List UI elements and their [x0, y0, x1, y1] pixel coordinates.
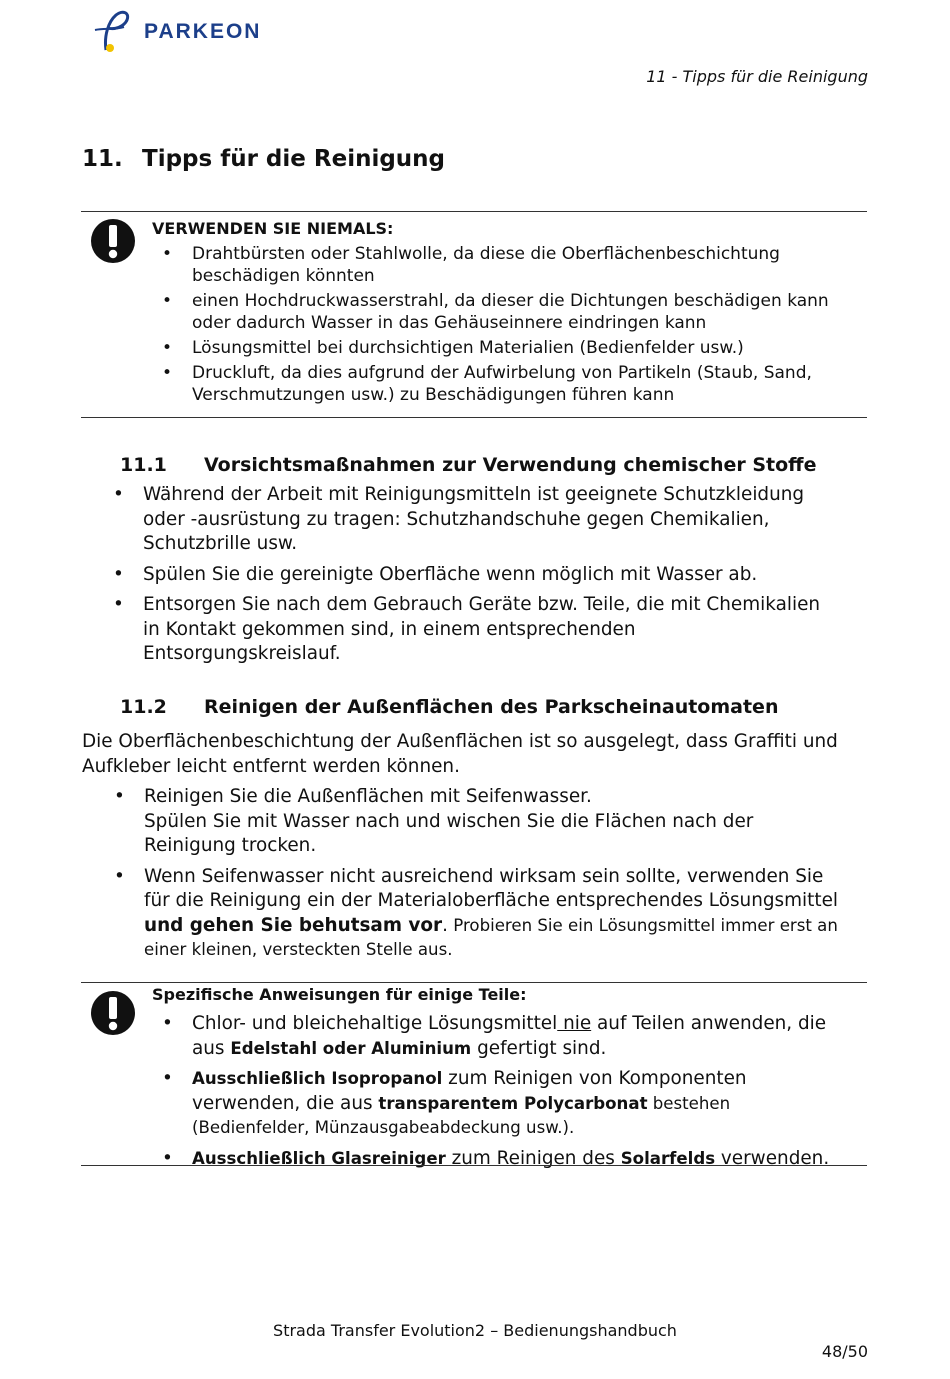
section-2-list — [144, 785, 844, 969]
item-line: Spülen Sie mit Wasser nach und wischen Sie die Flächen nach der Reinigung trocken. — [144, 810, 754, 856]
item-bold: Ausschließlich Glasreiniger — [192, 1148, 446, 1168]
section-title: Reinigen der Außenflächen des Parkscheinautomaten — [204, 696, 779, 718]
item-bold: Solarfelds — [620, 1148, 716, 1168]
box-2-bottom-rule — [81, 1165, 867, 1166]
item-text: bestehen (Bedienfelder, Münzausgabeabdeckung usw.). — [192, 1093, 731, 1137]
list-item: • Drahtbürsten oder Stahlwolle, da diese die Oberflächenbeschichtung beschädigen könnten — [192, 243, 872, 287]
list-item — [192, 1147, 832, 1172]
list-item: • Während der Arbeit mit Reinigungsmitteln ist geeignete Schutzkleidung oder -ausrüstung zu tragen: Schutzhandschuhe gegen Chemikalien, Schutzbrille usw. — [143, 483, 833, 557]
parkeon-logo-mark — [92, 6, 142, 56]
list-item: • einen Hochdruckwasserstrahl, da dieser die Dichtungen beschädigen kann oder dadurch Wasser in das Gehäuseinnere eindringen kann — [192, 290, 872, 334]
section-1-list — [143, 483, 833, 673]
section-heading — [120, 696, 778, 718]
chapter-number: 11. — [82, 146, 123, 172]
list-item: • Druckluft, da dies aufgrund der Aufwirbelung von Partikeln (Staub, Sand, Verschmutzungen usw.) zu Beschädigungen führen kann — [192, 362, 872, 406]
page-number: 48/50 — [821, 1342, 868, 1361]
list-item: • Spülen Sie die gereinigte Oberfläche wenn möglich mit Wasser ab. — [143, 563, 833, 588]
item-note: Probieren Sie ein Lösungsmittel immer erst an einer kleinen, versteckten Stelle aus. — [144, 915, 838, 959]
box-1-heading: VERWENDEN SIE NIEMALS: — [152, 219, 394, 238]
list-item: • Lösungsmittel bei durchsichtigen Materialien (Bedienfelder usw.) — [192, 337, 872, 359]
item-text: Wenn Seifenwasser nicht ausreichend wirksam sein sollte, verwenden Sie für die Reinigung ein der Materialoberfläche entsprechendes Lösungsmittel — [144, 865, 838, 911]
item-text: gefertigt sind. — [471, 1037, 607, 1059]
section-2-intro: Die Oberflächenbeschichtung der Außenflächen ist so ausgelegt, dass Graffiti und Aufkleber leicht entfernt werden können. — [82, 731, 838, 777]
item-bold: und gehen Sie behutsam vor — [144, 914, 443, 936]
running-head: 11 - Tipps für die Reinigung — [646, 67, 868, 86]
item-line: Reinigen Sie die Außenflächen mit Seifenwasser. — [144, 786, 592, 807]
chapter-title: Tipps für die Reinigung — [142, 146, 446, 172]
list-item — [144, 785, 844, 859]
box-1-bottom-rule — [81, 417, 867, 418]
list-item — [192, 1067, 832, 1141]
box-1-list — [192, 243, 872, 409]
section-title: Vorsichtsmaßnahmen zur Verwendung chemischer Stoffe — [204, 454, 817, 476]
section-number: 11.2 — [120, 696, 167, 718]
section-number: 11.1 — [120, 454, 167, 476]
list-item — [192, 1012, 832, 1061]
item-bold: transparentem Polycarbonat — [378, 1093, 648, 1113]
item-text: auf Teilen anwenden, die aus — [192, 1013, 827, 1059]
item-text: verwenden. — [715, 1147, 830, 1169]
chapter-heading — [82, 146, 445, 172]
item-text: Chlor- und bleichehaltige Lösungsmittel — [192, 1013, 558, 1034]
item-bold: Ausschließlich Isopropanol — [192, 1069, 443, 1088]
list-item — [144, 865, 844, 963]
item-bold: Edelstahl oder Aluminium — [230, 1038, 472, 1058]
box-2-heading: Spezifische Anweisungen für einige Teile: — [152, 985, 527, 1004]
item-text: zum Reinigen von Komponenten verwenden, die aus — [192, 1068, 747, 1114]
logo-text: PARKEON — [144, 20, 262, 43]
item-text: . — [442, 914, 448, 936]
list-item: • Entsorgen Sie nach dem Gebrauch Geräte bzw. Teile, die mit Chemikalien in Kontakt gekommen sind, in einem entsprechenden Entsorgungskreislauf. — [143, 593, 833, 667]
item-text: zum Reinigen des — [445, 1147, 621, 1169]
section-heading — [120, 454, 816, 476]
exclamation-warning-icon — [90, 218, 136, 264]
item-emphasis: nie — [557, 1013, 592, 1034]
box-2-list — [192, 1012, 832, 1177]
parkeon-logo — [92, 6, 272, 56]
box-1-top-rule — [81, 211, 867, 212]
footer-manual-title: Strada Transfer Evolution2 – Bedienungshandbuch — [273, 1321, 677, 1340]
box-2-top-rule — [81, 982, 867, 983]
exclamation-warning-icon — [90, 990, 136, 1036]
